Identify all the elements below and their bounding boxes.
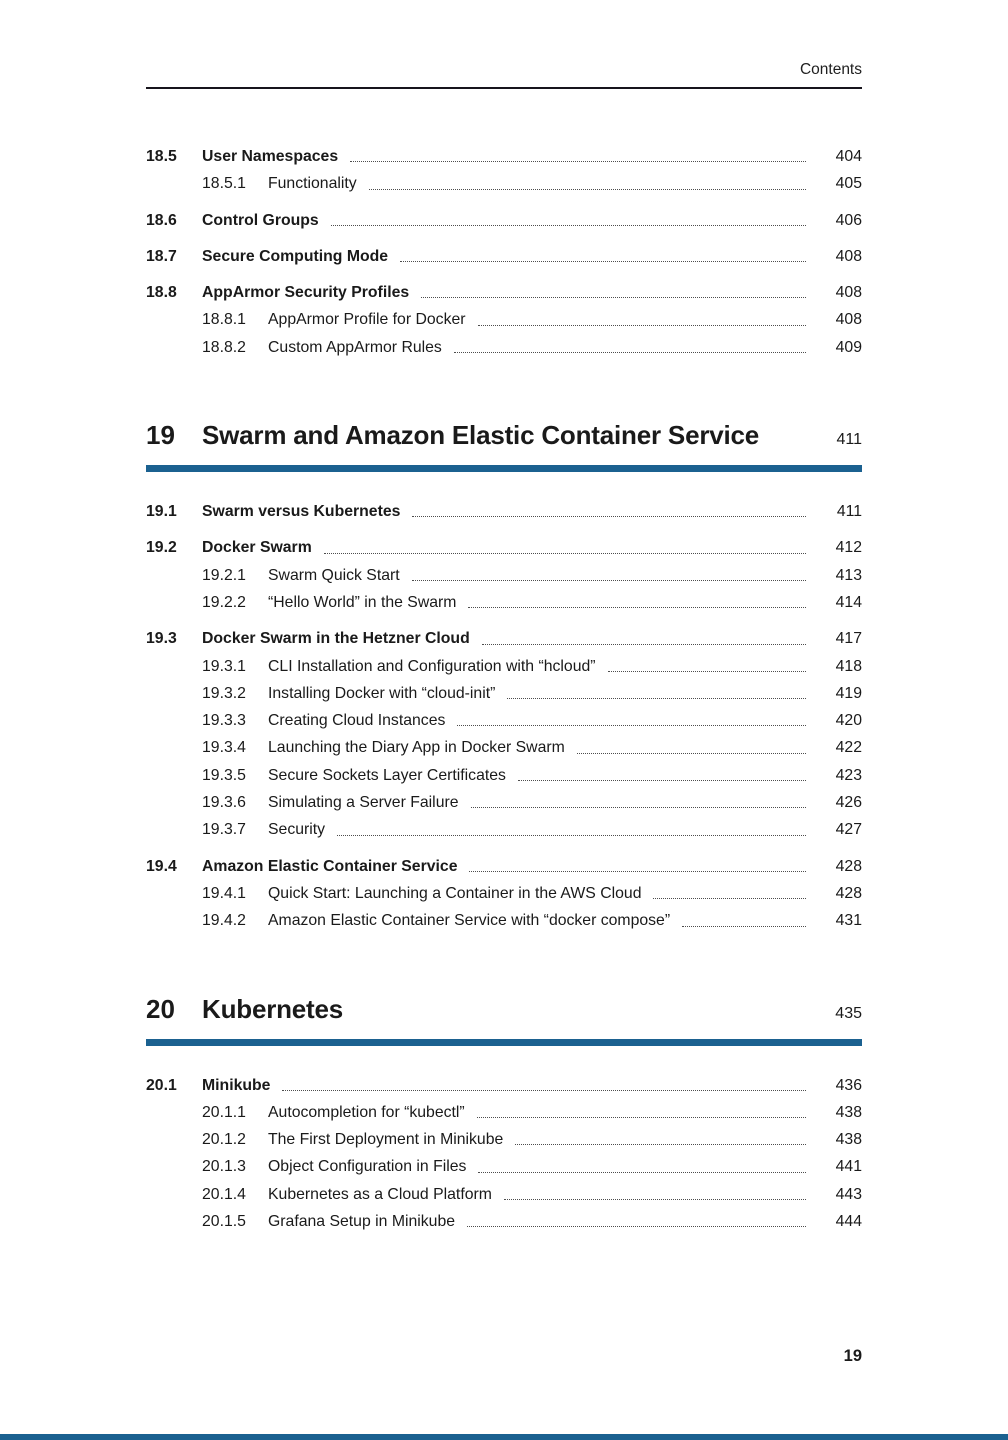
toc-row-number: 20.1 <box>146 1076 177 1094</box>
toc-row-page: 408 <box>835 284 862 302</box>
toc-row-number: 19.3.2 <box>202 684 246 702</box>
toc-row[interactable] <box>146 207 862 234</box>
dot-leader <box>421 297 806 298</box>
toc-row[interactable] <box>146 853 862 880</box>
dot-leader <box>608 671 806 672</box>
toc-row-number: 19.3.1 <box>202 657 246 675</box>
running-header: Contents <box>799 61 862 78</box>
toc-row-title: Kubernetes as a Cloud Platform <box>268 1185 492 1203</box>
toc-row-number: 18.8.1 <box>202 311 246 329</box>
dot-leader <box>482 644 806 645</box>
toc-row-number: 18.5 <box>146 148 177 165</box>
toc-row-number: 20.1.3 <box>202 1158 246 1176</box>
dot-leader <box>518 780 806 781</box>
toc-row[interactable] <box>146 762 862 789</box>
dot-leader <box>337 835 806 836</box>
toc-row-number: 19.3.5 <box>202 766 246 784</box>
toc-row[interactable] <box>146 498 862 525</box>
toc-row[interactable] <box>146 1099 862 1126</box>
toc-row-number: 19.3.4 <box>202 739 246 757</box>
dot-leader <box>331 225 806 226</box>
toc-row[interactable] <box>146 1181 862 1208</box>
toc-row-page: 412 <box>835 539 862 557</box>
toc-row-page: 438 <box>835 1103 862 1121</box>
toc-row-number: 20.1.5 <box>202 1213 246 1231</box>
toc-row-number: 19.1 <box>146 503 177 521</box>
dot-leader <box>350 161 806 162</box>
toc-row-page: 414 <box>835 593 862 611</box>
dot-leader <box>467 1226 806 1227</box>
toc-row-number: 18.5.1 <box>202 175 246 193</box>
toc-row-page: 428 <box>835 884 862 902</box>
toc-row-page: 418 <box>835 657 862 675</box>
toc-row-page: 426 <box>835 794 862 812</box>
chapter-number: 19 <box>146 420 175 451</box>
toc-row-title: “Hello World” in the Swarm <box>268 593 457 611</box>
toc-row[interactable] <box>146 653 862 680</box>
toc-row[interactable] <box>146 907 862 934</box>
dot-leader <box>400 261 806 262</box>
toc-row-title: AppArmor Profile for Docker <box>268 311 466 329</box>
toc-row-page: 419 <box>835 684 862 702</box>
toc-row-title: Launching the Diary App in Docker Swarm <box>268 739 565 757</box>
toc-row-title: Grafana Setup in Minikube <box>268 1213 456 1231</box>
toc-row-number: 19.3.7 <box>202 821 246 839</box>
dot-leader <box>478 325 806 326</box>
toc-row[interactable] <box>146 279 862 306</box>
toc-row-page: 408 <box>835 311 862 329</box>
toc-row[interactable] <box>146 707 862 734</box>
toc-row[interactable] <box>146 562 862 589</box>
toc-row[interactable] <box>146 170 862 197</box>
toc-row-title: Creating Cloud Instances <box>268 712 446 730</box>
chapter-number: 20 <box>146 993 175 1024</box>
toc-row[interactable] <box>146 143 862 170</box>
toc-row-title: Swarm versus Kubernetes <box>202 503 401 521</box>
dot-leader <box>457 725 806 726</box>
toc-row-number: 19.4.2 <box>202 912 246 930</box>
toc-group <box>146 853 862 935</box>
toc-row[interactable] <box>146 1126 862 1153</box>
toc-row-page: 438 <box>835 1131 862 1149</box>
bottom-accent-bar <box>0 1434 1008 1440</box>
toc-row-title: CLI Installation and Configuration with “hcloud” <box>268 657 596 675</box>
toc-row-page: 417 <box>835 630 862 648</box>
toc-group <box>146 243 862 270</box>
toc-group <box>146 534 862 616</box>
toc-row-title: Custom AppArmor Rules <box>268 338 442 356</box>
toc-row-page: 413 <box>835 566 862 584</box>
toc-group <box>146 207 862 234</box>
toc-row-number: 19.2 <box>146 539 177 557</box>
chapter-rule <box>146 1039 862 1046</box>
chapter-title: Swarm and Amazon Elastic Container Service <box>202 420 760 451</box>
dot-leader <box>282 1090 806 1091</box>
toc-row-title: Secure Sockets Layer Certificates <box>268 766 506 784</box>
toc-row-title: Simulating a Server Failure <box>268 794 459 812</box>
toc-row-page: 422 <box>835 739 862 757</box>
toc-row[interactable] <box>146 334 862 361</box>
dot-leader <box>324 553 806 554</box>
toc-row-number: 18.8.2 <box>202 338 246 356</box>
toc-row-page: 420 <box>835 712 862 730</box>
toc-row-title: Object Configuration in Files <box>268 1158 467 1176</box>
toc-row-number: 18.8 <box>146 284 177 302</box>
toc-row-title: Quick Start: Launching a Container in the AWS Cloud <box>268 884 642 902</box>
toc-row[interactable] <box>146 1072 862 1099</box>
dot-leader <box>653 898 806 899</box>
dot-leader <box>478 1172 806 1173</box>
chapter-heading[interactable] <box>146 418 862 457</box>
toc-row-page: 427 <box>835 821 862 839</box>
dot-leader <box>477 1117 806 1118</box>
toc-row-number: 20.1.1 <box>202 1103 246 1121</box>
toc-row-title: Secure Computing Mode <box>202 247 389 265</box>
toc-row-number: 19.2.2 <box>202 593 246 611</box>
toc-row-title: Security <box>268 821 326 839</box>
toc-row-title: Amazon Elastic Container Service with “docker compose” <box>268 912 671 930</box>
chapter-page: 411 <box>836 431 862 449</box>
toc-row-title: Minikube <box>202 1076 271 1094</box>
toc-row-page: 404 <box>835 148 862 165</box>
toc-group <box>146 143 862 198</box>
toc-row-number: 20.1.4 <box>202 1185 246 1203</box>
toc-row[interactable] <box>146 880 862 907</box>
dot-leader <box>412 580 806 581</box>
dot-leader <box>468 607 806 608</box>
toc-row-title: Control Groups <box>202 211 319 229</box>
dot-leader <box>504 1199 806 1200</box>
table-of-contents <box>146 143 862 1235</box>
chapter-page: 435 <box>835 1004 862 1022</box>
chapter-block <box>146 992 862 1046</box>
toc-row-page: 409 <box>835 338 862 356</box>
toc-row-page: 441 <box>835 1158 862 1176</box>
toc-row-title: Autocompletion for “kubectl” <box>268 1103 465 1121</box>
toc-row-page: 428 <box>835 857 862 875</box>
toc-row-title: Functionality <box>268 175 357 193</box>
toc-row-number: 18.6 <box>146 211 177 229</box>
toc-group <box>146 498 862 525</box>
toc-row-page: 444 <box>835 1213 862 1231</box>
dot-leader <box>454 352 806 353</box>
toc-row-page: 443 <box>835 1185 862 1203</box>
toc-row-title: Swarm Quick Start <box>268 566 400 584</box>
toc-row[interactable] <box>146 680 862 707</box>
toc-row-page: 436 <box>835 1076 862 1094</box>
toc-row-title: Docker Swarm in the Hetzner Cloud <box>202 630 470 648</box>
toc-row-title: AppArmor Security Profiles <box>202 284 410 302</box>
header-rule <box>146 87 862 89</box>
toc-row-page: 405 <box>835 175 862 193</box>
toc-row-page: 431 <box>835 912 862 930</box>
page-number: 19 <box>843 1347 862 1365</box>
toc-row[interactable] <box>146 1208 862 1235</box>
toc-row-number: 19.3.6 <box>202 794 246 812</box>
chapter-block <box>146 418 862 472</box>
toc-row[interactable] <box>146 306 862 333</box>
chapter-rule <box>146 465 862 472</box>
toc-row-number: 20.1.2 <box>202 1131 246 1149</box>
toc-row-number: 19.4 <box>146 857 177 875</box>
toc-group <box>146 625 862 843</box>
dot-leader <box>682 926 806 927</box>
toc-row-number: 19.4.1 <box>202 884 246 902</box>
toc-row-number: 18.7 <box>146 247 177 265</box>
chapter-heading[interactable] <box>146 992 862 1031</box>
toc-row-number: 19.3 <box>146 630 177 648</box>
toc-row-title: User Namespaces <box>202 148 339 165</box>
toc-row-page: 408 <box>835 247 862 265</box>
toc-row[interactable] <box>146 534 862 561</box>
dot-leader <box>471 807 806 808</box>
toc-row-page: 411 <box>836 503 862 521</box>
toc-group <box>146 279 862 361</box>
toc-row-number: 19.3.3 <box>202 712 246 730</box>
toc-row-number: 19.2.1 <box>202 566 246 584</box>
toc-row-page: 406 <box>835 211 862 229</box>
dot-leader <box>507 698 806 699</box>
toc-row[interactable] <box>146 243 862 270</box>
toc-row-title: Docker Swarm <box>202 539 312 557</box>
toc-group <box>146 1072 862 1236</box>
toc-row[interactable] <box>146 1153 862 1180</box>
toc-row[interactable] <box>146 734 862 761</box>
dot-leader <box>469 871 806 872</box>
toc-row[interactable] <box>146 589 862 616</box>
dot-leader <box>577 753 806 754</box>
dot-leader <box>369 189 806 190</box>
toc-row-title: The First Deployment in Minikube <box>268 1131 504 1149</box>
toc-row[interactable] <box>146 789 862 816</box>
dot-leader <box>515 1144 806 1145</box>
dot-leader <box>412 516 806 517</box>
toc-row[interactable] <box>146 625 862 652</box>
toc-row-title: Amazon Elastic Container Service <box>202 857 458 875</box>
toc-row-title: Installing Docker with “cloud-init” <box>268 684 496 702</box>
toc-row[interactable] <box>146 816 862 843</box>
chapter-title: Kubernetes <box>202 993 344 1024</box>
toc-row-page: 423 <box>835 766 862 784</box>
